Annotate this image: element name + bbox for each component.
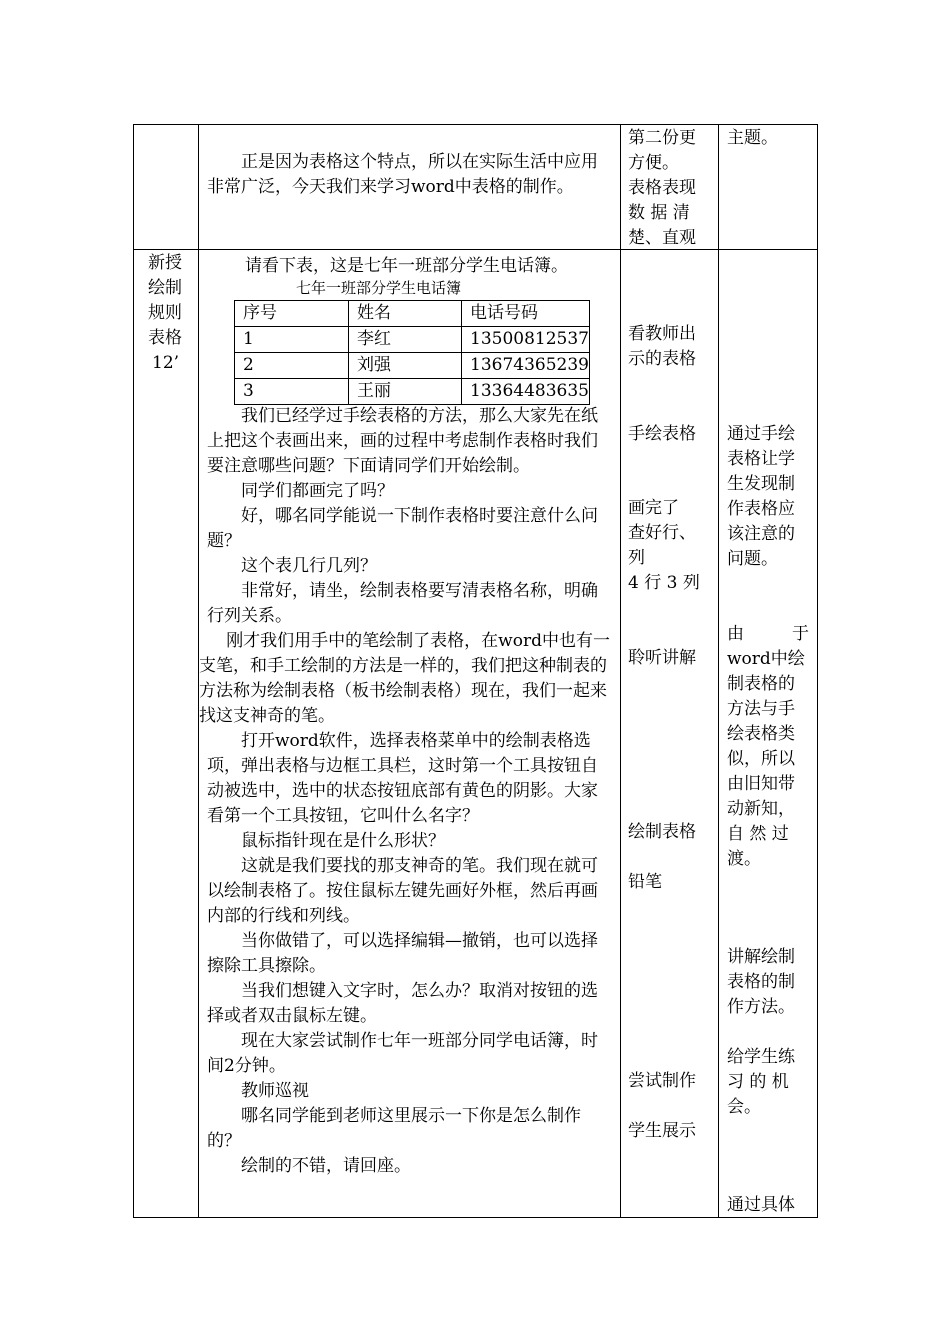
- stage-line: 12’: [152, 353, 180, 373]
- student-line: 尝试制作: [628, 1071, 696, 1091]
- phonebook-header-cell: 电话号码: [462, 301, 590, 327]
- body-paragraph: 现在大家尝试制作七年一班部分同学电话簿，时间2分钟。: [207, 1031, 598, 1076]
- intent-line: 讲解绘制: [727, 947, 795, 967]
- student-line: 画完了: [628, 498, 679, 518]
- row1-paragraph: 正是因为表格这个特点，所以在实际生活中应用非常广泛，今天我们来学习word中表格的制作。: [207, 152, 598, 197]
- student-line: 示的表格: [628, 349, 696, 369]
- body-paragraph: 当你做错了，可以选择编辑—撤销，也可以选择擦除工具擦除。: [207, 931, 598, 976]
- intent-line: 表格的制: [727, 972, 795, 992]
- intent-line: 表格让学: [727, 449, 795, 469]
- body-paragraph: 刚才我们用手中的笔绘制了表格，在word中也有一支笔，和手工绘制的方法是一样的，我们把这种制表的方法称为绘制表格（板书绘制表格）现在，我们一起来找这支神奇的笔。: [199, 631, 610, 726]
- student-line: 手绘表格: [628, 424, 696, 444]
- phonebook-title: 七年一班部分学生电话簿: [296, 279, 462, 297]
- intent-line: 通过具体: [727, 1195, 795, 1215]
- stage-line: 绘制: [148, 278, 182, 298]
- student-line: 聆听讲解: [628, 648, 696, 668]
- intent-line: 自 然 过: [727, 824, 789, 844]
- body-paragraph: 鼠标指针现在是什么形状？: [241, 831, 445, 851]
- intent-line: 方法与手: [727, 699, 795, 719]
- intent-line: 绘表格类: [727, 724, 795, 744]
- table-right-border: [817, 124, 818, 1218]
- intent-line: 会。: [727, 1097, 761, 1117]
- phonebook-cell: 13674365239: [462, 353, 590, 379]
- intent-line: 习 的 机: [727, 1072, 789, 1092]
- intent-line: 由旧知带: [727, 774, 795, 794]
- intent-line: 作方法。: [727, 997, 795, 1017]
- body-paragraph: 教师巡视: [241, 1081, 309, 1101]
- stage-line: 表格: [148, 328, 182, 348]
- column-divider-3: [718, 124, 719, 1218]
- body-paragraph: 打开word软件，选择表格菜单中的绘制表格选项，弹出表格与边框工具栏，这时第一个工具按钮自动被选中，选中的状态按钮底部有黄色的阴影。大家看第一个工具按钮，它叫什么名字？: [207, 731, 598, 826]
- body-paragraph: 同学们都画完了吗？: [241, 481, 394, 501]
- intent-line: 渡。: [727, 849, 761, 869]
- body-paragraph: 当我们想键入文字时，怎么办？取消对按钮的选择或者双击鼠标左键。: [207, 981, 598, 1026]
- intent-line: 作表格应: [727, 499, 795, 519]
- intent-line: 生发现制: [727, 474, 795, 494]
- phonebook-cell: 王丽: [349, 379, 462, 405]
- phonebook-table: [234, 300, 590, 405]
- student-line: 查好行、: [628, 523, 696, 543]
- body-paragraph: 这就是我们要找的那支神奇的笔。我们现在就可以绘制表格了。按住鼠标左键先画好外框，然后再画内部的行线和列线。: [207, 856, 598, 926]
- row1-content: [207, 150, 613, 200]
- intent-line: 给学生练: [727, 1047, 795, 1067]
- row1-student-line: 楚、直观: [628, 228, 696, 248]
- student-line: 绘制表格: [628, 822, 696, 842]
- row2-body: [199, 404, 613, 1179]
- row1-student-line: 方便。: [628, 153, 679, 173]
- row-divider: [133, 249, 818, 250]
- column-divider-2: [620, 124, 621, 1218]
- phonebook-header-cell: 序号: [235, 301, 349, 327]
- row2-intro: 请看下表，这是七年一班部分学生电话簿。: [245, 256, 568, 276]
- phonebook-cell: 13500812537: [462, 327, 590, 353]
- stage-line: 规则: [148, 303, 182, 323]
- body-paragraph: 哪名同学能到老师这里展示一下你是怎么制作的？: [207, 1106, 581, 1151]
- body-paragraph: 这个表几行几列？: [241, 556, 377, 576]
- row1-student-line: 数 据 清: [628, 203, 690, 223]
- intent-line: 由 于: [727, 624, 809, 644]
- row1-student-line: 第二份更: [628, 128, 696, 148]
- phonebook-cell: 3: [235, 379, 349, 405]
- intent-line: 该注意的: [727, 524, 795, 544]
- phonebook-row: [235, 327, 590, 353]
- student-line: 铅笔: [628, 872, 662, 892]
- intent-line: 动新知，: [727, 799, 795, 819]
- intent-line: word中绘: [727, 649, 805, 669]
- intent-line: 问题。: [727, 549, 778, 569]
- phonebook-row: [235, 353, 590, 379]
- student-line: 列: [628, 548, 645, 568]
- phonebook-cell: 刘强: [349, 353, 462, 379]
- row1-student-line: 表格表现: [628, 178, 696, 198]
- intent-line: 通过手绘: [727, 424, 795, 444]
- intent-line: 似，所以: [727, 749, 795, 769]
- phonebook-cell: 李红: [349, 327, 462, 353]
- phonebook-cell: 13364483635: [462, 379, 590, 405]
- body-paragraph: 好，哪名同学能说一下制作表格时要注意什么问题？: [207, 506, 598, 551]
- intent-line: 制表格的: [727, 674, 795, 694]
- body-paragraph: 我们已经学过手绘表格的方法，那么大家先在纸上把这个表画出来，画的过程中考虑制作表格时我们要注意哪些问题？下面请同学们开始绘制。: [207, 406, 598, 476]
- table-left-border: [133, 124, 134, 1218]
- stage-line: 新授: [148, 253, 182, 273]
- student-line: 学生展示: [628, 1121, 696, 1141]
- phonebook-row: [235, 379, 590, 405]
- phonebook-header-row: [235, 301, 590, 327]
- phonebook-header-cell: 姓名: [349, 301, 462, 327]
- phonebook-cell: 2: [235, 353, 349, 379]
- body-paragraph: 非常好，请坐，绘制表格要写清表格名称，明确行列关系。: [207, 581, 598, 626]
- phonebook-cell: 1: [235, 327, 349, 353]
- table-bottom-border: [133, 1217, 818, 1218]
- student-line: 4 行 3 列: [628, 573, 700, 593]
- body-paragraph: 绘制的不错，请回座。: [241, 1156, 411, 1176]
- student-line: 看教师出: [628, 324, 696, 344]
- row1-intent: 主题。: [727, 128, 778, 148]
- table-top-border: [133, 124, 818, 125]
